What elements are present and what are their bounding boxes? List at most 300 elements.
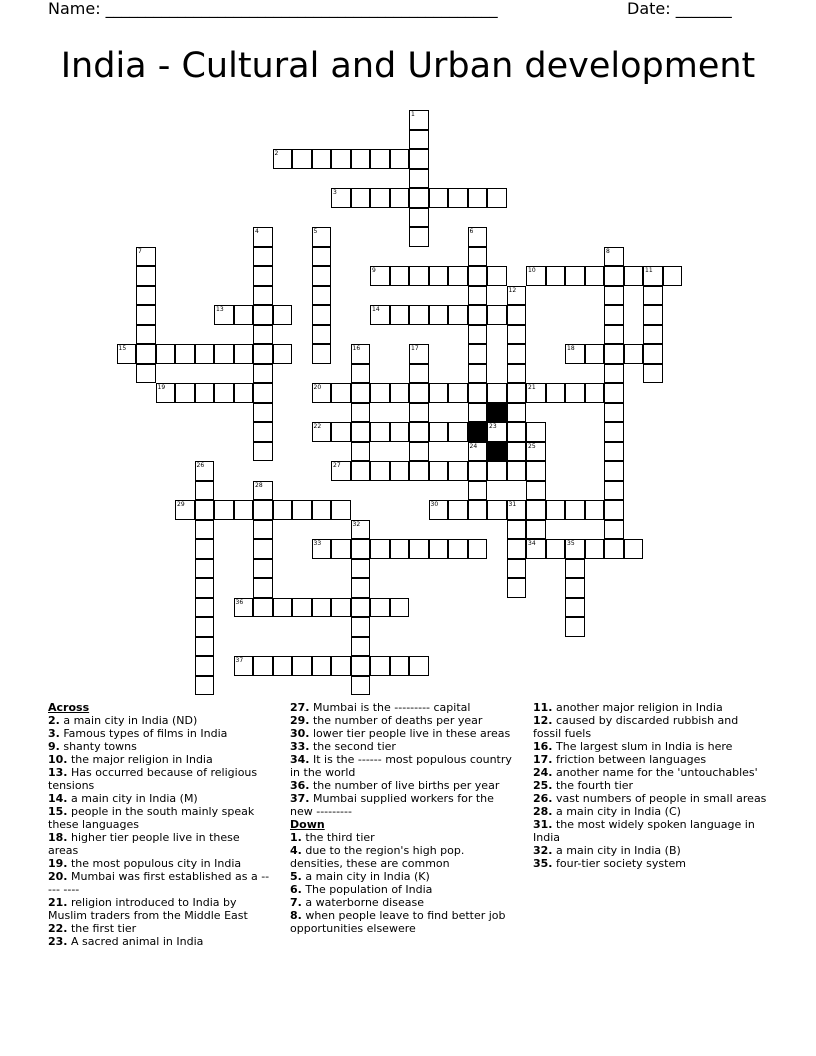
grid-cell[interactable]	[312, 539, 332, 559]
grid-cell[interactable]	[409, 208, 429, 228]
grid-cell[interactable]	[487, 383, 507, 403]
grid-cell[interactable]	[253, 344, 273, 364]
grid-cell[interactable]	[351, 520, 371, 540]
grid-cell[interactable]	[292, 598, 312, 618]
grid-cell[interactable]	[195, 559, 215, 579]
grid-cell[interactable]	[195, 461, 215, 481]
grid-cell[interactable]	[195, 676, 215, 696]
grid-cell[interactable]	[273, 598, 293, 618]
grid-cell[interactable]	[526, 520, 546, 540]
grid-cell[interactable]	[507, 286, 527, 306]
grid-cell[interactable]	[487, 461, 507, 481]
clue-item-text: the third tier	[301, 831, 375, 844]
grid-cell[interactable]	[253, 539, 273, 559]
clue-number: 37	[235, 657, 244, 664]
grid-cell[interactable]	[429, 461, 449, 481]
grid-cell[interactable]	[429, 305, 449, 325]
grid-cell[interactable]	[526, 266, 546, 286]
grid-cell[interactable]	[253, 403, 273, 423]
grid-cell[interactable]	[468, 227, 488, 247]
grid-cell[interactable]	[409, 383, 429, 403]
grid-cell[interactable]	[546, 383, 566, 403]
grid-cell[interactable]	[487, 500, 507, 520]
clue-item-number: 5.	[290, 870, 302, 883]
grid-cell[interactable]	[604, 383, 624, 403]
grid-cell[interactable]	[604, 247, 624, 267]
clue-item-number: 7.	[290, 896, 302, 909]
grid-cell[interactable]	[624, 266, 644, 286]
grid-cell[interactable]	[585, 500, 605, 520]
grid-cell[interactable]	[253, 364, 273, 384]
clue-number: 20	[313, 384, 322, 391]
clue-item-text: the fourth tier	[552, 779, 634, 792]
grid-cell[interactable]	[253, 422, 273, 442]
grid-cell[interactable]	[195, 637, 215, 657]
grid-cell[interactable]	[195, 383, 215, 403]
grid-cell[interactable]	[234, 500, 254, 520]
grid-cell[interactable]	[507, 344, 527, 364]
grid-cell[interactable]	[331, 422, 351, 442]
grid-cell[interactable]	[370, 656, 390, 676]
grid-cell[interactable]	[429, 383, 449, 403]
grid-cell[interactable]	[175, 383, 195, 403]
grid-cell[interactable]	[370, 539, 390, 559]
grid-cell[interactable]	[604, 539, 624, 559]
grid-cell[interactable]	[312, 227, 332, 247]
grid-cell[interactable]	[409, 227, 429, 247]
grid-cell[interactable]	[565, 383, 585, 403]
clue-item-number: 27.	[290, 701, 310, 714]
grid-cell[interactable]	[409, 656, 429, 676]
grid-cell[interactable]	[234, 598, 254, 618]
grid-cell[interactable]	[234, 344, 254, 364]
grid-cell[interactable]	[253, 266, 273, 286]
grid-cell[interactable]	[292, 149, 312, 169]
grid-cell[interactable]	[351, 617, 371, 637]
grid-cell[interactable]	[643, 364, 663, 384]
grid-cell[interactable]	[429, 422, 449, 442]
grid-cell[interactable]	[195, 598, 215, 618]
grid-cell[interactable]	[468, 500, 488, 520]
grid-cell[interactable]	[351, 422, 371, 442]
grid-cell[interactable]	[312, 656, 332, 676]
grid-cell[interactable]	[604, 481, 624, 501]
grid-cell[interactable]	[351, 656, 371, 676]
clue-item-text: when people leave to find better job opportunities elsewere	[290, 909, 506, 935]
grid-cell[interactable]	[370, 598, 390, 618]
grid-cell[interactable]	[195, 656, 215, 676]
grid-cell[interactable]	[214, 344, 234, 364]
grid-cell[interactable]	[468, 481, 488, 501]
grid-cell[interactable]	[546, 266, 566, 286]
grid-cell[interactable]	[253, 656, 273, 676]
clue-item-text: a main city in India (M)	[67, 792, 198, 805]
grid-cell[interactable]	[351, 344, 371, 364]
clue-number: 8	[606, 247, 610, 255]
grid-cell[interactable]	[175, 500, 195, 520]
clue-item-number: 24.	[533, 766, 553, 779]
grid-cell[interactable]	[565, 598, 585, 618]
clue-item-number: 14.	[48, 792, 68, 805]
grid-cell[interactable]	[312, 286, 332, 306]
grid-cell[interactable]	[351, 403, 371, 423]
grid-cell[interactable]	[448, 422, 468, 442]
grid-cell[interactable]	[351, 442, 371, 462]
grid-cell[interactable]	[370, 383, 390, 403]
grid-cell[interactable]	[136, 325, 156, 345]
grid-cell[interactable]	[331, 539, 351, 559]
grid-cell[interactable]	[468, 266, 488, 286]
grid-cell[interactable]	[351, 598, 371, 618]
grid-cell[interactable]	[507, 500, 527, 520]
grid-cell[interactable]	[253, 500, 273, 520]
grid-cell[interactable]	[136, 286, 156, 306]
grid-cell[interactable]	[136, 364, 156, 384]
grid-cell[interactable]	[331, 656, 351, 676]
grid-cell[interactable]	[507, 422, 527, 442]
grid-cell[interactable]	[565, 578, 585, 598]
grid-cell[interactable]	[507, 539, 527, 559]
grid-cell[interactable]	[468, 403, 488, 423]
grid-cell[interactable]	[565, 617, 585, 637]
clue-item-text: religion introduced to India by Muslim traders from the Middle East	[48, 896, 248, 922]
grid-cell[interactable]	[390, 188, 410, 208]
clue-item	[533, 753, 768, 766]
grid-cell[interactable]	[234, 305, 254, 325]
grid-cell[interactable]	[136, 305, 156, 325]
grid-cell[interactable]	[507, 442, 527, 462]
grid-cell[interactable]	[273, 656, 293, 676]
grid-cell[interactable]	[273, 149, 293, 169]
grid-cell[interactable]	[643, 286, 663, 306]
grid-cell[interactable]	[468, 383, 488, 403]
clue-item	[533, 779, 768, 792]
grid-cell[interactable]	[409, 422, 429, 442]
grid-cell[interactable]	[526, 442, 546, 462]
grid-cell[interactable]	[136, 344, 156, 364]
grid-cell[interactable]	[370, 188, 390, 208]
clue-item	[48, 766, 273, 792]
grid-cell[interactable]	[604, 305, 624, 325]
grid-cell[interactable]	[331, 598, 351, 618]
grid-cell[interactable]	[507, 364, 527, 384]
grid-cell[interactable]	[292, 656, 312, 676]
grid-cell[interactable]	[195, 539, 215, 559]
grid-cell[interactable]	[234, 656, 254, 676]
grid-cell[interactable]	[253, 598, 273, 618]
grid-cell[interactable]	[507, 305, 527, 325]
clue-number: 23	[489, 423, 497, 430]
grid-cell[interactable]	[351, 637, 371, 657]
grid-cell[interactable]	[253, 305, 273, 325]
grid-cell[interactable]	[487, 305, 507, 325]
grid-cell[interactable]	[312, 266, 332, 286]
clue-number: 31	[508, 501, 517, 508]
grid-cell[interactable]	[565, 539, 585, 559]
grid-cell[interactable]	[409, 403, 429, 423]
grid-cell[interactable]	[312, 500, 332, 520]
grid-cell[interactable]	[253, 383, 273, 403]
grid-cell[interactable]	[565, 559, 585, 579]
grid-cell[interactable]	[331, 500, 351, 520]
grid-cell[interactable]	[604, 500, 624, 520]
grid-cell[interactable]	[526, 500, 546, 520]
grid-cell[interactable]	[507, 403, 527, 423]
grid-cell[interactable]	[429, 500, 449, 520]
grid-cell[interactable]	[409, 110, 429, 130]
clue-number: 27	[333, 462, 341, 469]
grid-cell[interactable]	[624, 539, 644, 559]
grid-cell[interactable]	[468, 325, 488, 345]
grid-cell[interactable]	[526, 539, 546, 559]
grid-cell[interactable]	[390, 383, 410, 403]
grid-cell[interactable]	[643, 344, 663, 364]
clue-item-number: 28.	[533, 805, 553, 818]
grid-cell[interactable]	[156, 344, 176, 364]
grid-cell[interactable]	[214, 383, 234, 403]
grid-cell[interactable]	[546, 500, 566, 520]
grid-cell[interactable]	[195, 481, 215, 501]
grid-cell[interactable]	[546, 539, 566, 559]
grid-cell[interactable]	[351, 364, 371, 384]
grid-cell[interactable]	[351, 559, 371, 579]
grid-cell[interactable]	[253, 520, 273, 540]
clue-number: 25	[528, 442, 536, 450]
grid-cell[interactable]	[312, 305, 332, 325]
grid-cell[interactable]	[331, 188, 351, 208]
grid-cell[interactable]	[585, 383, 605, 403]
grid-cell[interactable]	[117, 344, 137, 364]
grid-cell[interactable]	[312, 149, 332, 169]
grid-cell[interactable]	[390, 149, 410, 169]
grid-cell[interactable]	[604, 286, 624, 306]
grid-cell[interactable]	[565, 500, 585, 520]
grid-cell[interactable]	[390, 461, 410, 481]
grid-cell[interactable]	[604, 325, 624, 345]
grid-cell[interactable]	[195, 617, 215, 637]
grid-cell[interactable]	[643, 325, 663, 345]
grid-cell[interactable]	[253, 227, 273, 247]
grid-cell[interactable]	[370, 305, 390, 325]
grid-cell[interactable]	[351, 461, 371, 481]
grid-cell[interactable]	[253, 578, 273, 598]
grid-cell[interactable]	[604, 422, 624, 442]
grid-cell[interactable]	[312, 383, 332, 403]
grid-cell[interactable]	[214, 305, 234, 325]
clue-item-number: 31.	[533, 818, 553, 831]
clue-number: 2	[274, 150, 279, 157]
grid-cell[interactable]	[195, 578, 215, 598]
grid-cell[interactable]	[565, 266, 585, 286]
grid-cell[interactable]	[351, 539, 371, 559]
clue-item	[48, 792, 273, 805]
clue-number: 36	[235, 598, 244, 606]
grid-cell[interactable]	[604, 520, 624, 540]
grid-cell[interactable]	[312, 422, 332, 442]
clue-item-text: The population of India	[301, 883, 433, 896]
grid-cell[interactable]	[448, 383, 468, 403]
grid-cell[interactable]	[253, 247, 273, 267]
grid-cell[interactable]	[409, 169, 429, 189]
grid-cell[interactable]	[585, 344, 605, 364]
grid-cell[interactable]	[409, 442, 429, 462]
clue-item-number: 16.	[533, 740, 553, 753]
grid-cell[interactable]	[390, 539, 410, 559]
grid-cell[interactable]	[409, 188, 429, 208]
grid-cell[interactable]	[526, 481, 546, 501]
grid-cell[interactable]	[409, 149, 429, 169]
grid-cell[interactable]	[468, 442, 488, 462]
clue-section-heading: Across	[48, 701, 90, 714]
grid-cell[interactable]	[448, 188, 468, 208]
clue-item	[290, 883, 515, 896]
grid-cell[interactable]	[663, 266, 683, 286]
grid-cell[interactable]	[312, 325, 332, 345]
grid-cell[interactable]	[643, 305, 663, 325]
grid-cell[interactable]	[526, 383, 546, 403]
grid-cell[interactable]	[273, 500, 293, 520]
grid-cell[interactable]	[448, 305, 468, 325]
grid-cell[interactable]	[468, 247, 488, 267]
grid-cell[interactable]	[507, 559, 527, 579]
grid-cell[interactable]	[370, 149, 390, 169]
clue-item-number: 21.	[48, 896, 68, 909]
grid-cell[interactable]	[487, 422, 507, 442]
clue-item	[290, 753, 515, 779]
grid-cell[interactable]	[312, 598, 332, 618]
grid-cell[interactable]	[234, 383, 254, 403]
grid-cell[interactable]	[390, 305, 410, 325]
grid-cell[interactable]	[448, 266, 468, 286]
grid-cell[interactable]	[312, 344, 332, 364]
grid-cell[interactable]	[370, 266, 390, 286]
clue-number: 33	[313, 540, 322, 547]
grid-cell[interactable]	[507, 578, 527, 598]
clue-item-text: people in the south mainly speak these languages	[48, 805, 255, 831]
grid-cell[interactable]	[448, 461, 468, 481]
grid-cell[interactable]	[331, 461, 351, 481]
grid-cell[interactable]	[565, 344, 585, 364]
clue-item-text: friction between languages	[552, 753, 707, 766]
grid-cell[interactable]	[370, 461, 390, 481]
grid-cell[interactable]	[409, 130, 429, 150]
grid-cell[interactable]	[253, 286, 273, 306]
grid-cell[interactable]	[448, 500, 468, 520]
grid-cell[interactable]	[468, 344, 488, 364]
clue-item	[290, 831, 515, 844]
grid-cell[interactable]	[253, 442, 273, 462]
grid-cell[interactable]	[429, 266, 449, 286]
grid-cell[interactable]	[273, 344, 293, 364]
grid-cell[interactable]	[448, 539, 468, 559]
clue-item	[290, 896, 515, 909]
grid-cell[interactable]	[351, 188, 371, 208]
grid-cell[interactable]	[507, 325, 527, 345]
grid-cell[interactable]	[487, 188, 507, 208]
clue-item	[290, 870, 515, 883]
black-cell	[487, 442, 507, 462]
clue-number: 24	[469, 442, 478, 450]
grid-cell[interactable]	[136, 247, 156, 267]
grid-cell[interactable]	[487, 266, 507, 286]
grid-cell[interactable]	[604, 364, 624, 384]
grid-cell[interactable]	[409, 539, 429, 559]
grid-cell[interactable]	[195, 500, 215, 520]
grid-cell[interactable]	[468, 364, 488, 384]
grid-cell[interactable]	[429, 188, 449, 208]
clue-number: 21	[528, 384, 536, 391]
grid-cell[interactable]	[390, 656, 410, 676]
grid-cell[interactable]	[624, 344, 644, 364]
grid-cell[interactable]	[390, 266, 410, 286]
grid-cell[interactable]	[604, 403, 624, 423]
grid-cell[interactable]	[604, 266, 624, 286]
grid-cell[interactable]	[507, 520, 527, 540]
grid-cell[interactable]	[468, 305, 488, 325]
grid-cell[interactable]	[331, 383, 351, 403]
grid-cell[interactable]	[351, 676, 371, 696]
grid-cell[interactable]	[214, 500, 234, 520]
grid-cell[interactable]	[526, 422, 546, 442]
grid-cell[interactable]	[351, 383, 371, 403]
grid-cell[interactable]	[292, 500, 312, 520]
grid-cell[interactable]	[643, 266, 663, 286]
grid-cell[interactable]	[409, 266, 429, 286]
clue-item	[533, 766, 768, 779]
grid-cell[interactable]	[429, 539, 449, 559]
clue-item-text: the major religion in India	[67, 753, 213, 766]
clue-item-text: a main city in India (B)	[552, 844, 681, 857]
grid-cell[interactable]	[468, 286, 488, 306]
grid-cell[interactable]	[409, 344, 429, 364]
grid-cell[interactable]	[585, 539, 605, 559]
clue-item	[48, 831, 273, 857]
grid-cell[interactable]	[312, 247, 332, 267]
clue-item	[48, 922, 273, 935]
grid-cell[interactable]	[507, 461, 527, 481]
grid-cell[interactable]	[370, 422, 390, 442]
grid-cell[interactable]	[390, 598, 410, 618]
grid-cell[interactable]	[507, 383, 527, 403]
grid-cell[interactable]	[195, 520, 215, 540]
grid-cell[interactable]	[351, 149, 371, 169]
grid-cell[interactable]	[585, 266, 605, 286]
grid-cell[interactable]	[526, 461, 546, 481]
grid-cell[interactable]	[351, 578, 371, 598]
grid-cell[interactable]	[409, 305, 429, 325]
grid-cell[interactable]	[390, 422, 410, 442]
grid-cell[interactable]	[604, 344, 624, 364]
grid-cell[interactable]	[253, 559, 273, 579]
grid-cell[interactable]	[136, 266, 156, 286]
clue-item-text: The largest slum in India is here	[552, 740, 733, 753]
clue-number: 26	[196, 462, 205, 469]
grid-cell[interactable]	[604, 442, 624, 462]
grid-cell[interactable]	[409, 364, 429, 384]
grid-cell[interactable]	[604, 461, 624, 481]
grid-cell[interactable]	[175, 344, 195, 364]
grid-cell[interactable]	[468, 188, 488, 208]
grid-cell[interactable]	[195, 344, 215, 364]
grid-cell[interactable]	[331, 149, 351, 169]
grid-cell[interactable]	[156, 383, 176, 403]
grid-cell[interactable]	[253, 481, 273, 501]
grid-cell[interactable]	[253, 325, 273, 345]
grid-cell[interactable]	[468, 461, 488, 481]
grid-cell[interactable]	[273, 305, 293, 325]
grid-cell[interactable]	[468, 539, 488, 559]
grid-cell[interactable]	[409, 461, 429, 481]
